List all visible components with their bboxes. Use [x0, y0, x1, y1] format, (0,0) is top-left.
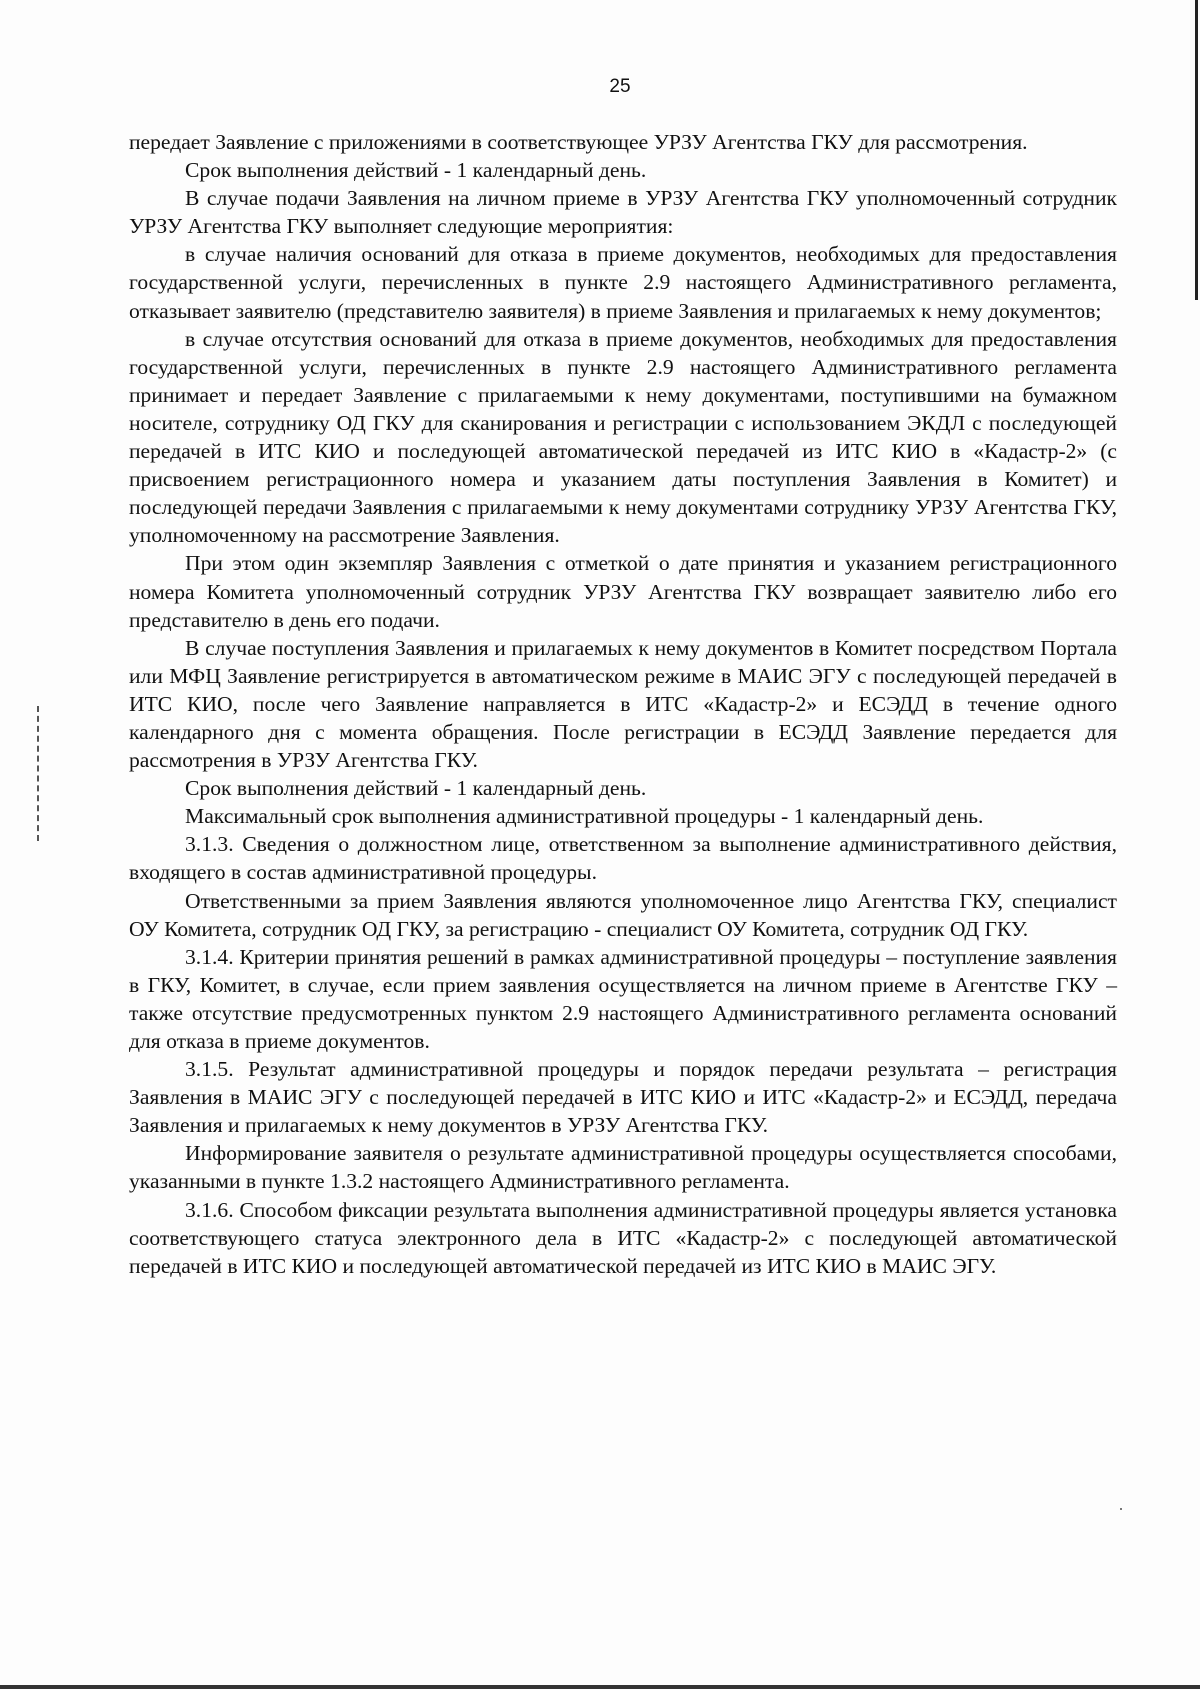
paragraph: 3.1.6. Способом фиксации результата выполнения административной процедуры является установка соответствующего статуса электронного дела в ИТС «Кадастр-2» с последующей автоматической передачей в ИТС КИО и последующей автоматической передачей из ИТС КИО в МАИС ЭГУ. — [129, 1197, 1117, 1278]
paragraph: Срок выполнения действий - 1 календарный день. — [185, 776, 647, 801]
paragraph: Максимальный срок выполнения административной процедуры - 1 календарный день. — [185, 804, 984, 829]
page-number: 25 — [609, 76, 631, 97]
paragraph: В случае подачи Заявления на личном приеме в УРЗУ Агентства ГКУ уполномоченный сотрудник УРЗУ Агентства ГКУ выполняет следующие мероприятия: — [129, 186, 1117, 239]
scan-bottom-edge — [0, 1685, 1200, 1689]
paragraph: Срок выполнения действий - 1 календарный день. — [185, 158, 647, 183]
paragraph: В случае поступления Заявления и прилагаемых к нему документов в Комитет посредством Портала или МФЦ Заявление регистрируется в автоматическом режиме в МАИС ЭГУ с последующей передачей в ИТС КИО, после чего Заявление направляется в ИТС «Кадастр-2» и ЕСЭДД в течение одного календарного дня с момента обращения. После регистрации в ЕСЭДД Заявление передается для рассмотрения в УРЗУ Агентства ГКУ. — [129, 635, 1117, 773]
paragraph: передает Заявление с приложениями в соответствующее УРЗУ Агентства ГКУ для рассмотрения. — [129, 130, 1028, 154]
scan-speck — [1120, 1508, 1122, 1510]
paragraph: Ответственными за прием Заявления являются уполномоченное лицо Агентства ГКУ, специалист ОУ Комитета, сотрудник ОД ГКУ, за регистрацию - специалист ОУ Комитета, сотрудник ОД ГКУ. — [129, 888, 1117, 941]
document-body — [129, 128, 1117, 1280]
paragraph: 3.1.5. Результат административной процедуры и порядок передачи результата – регистрация Заявления в МАИС ЭГУ с последующей передачей в ИТС КИО и ИТС «Кадастр-2» и ЕСЭДД, передача Заявления и прилагаемых к нему документов в УРЗУ Агентства ГКУ. — [129, 1057, 1117, 1138]
paragraph: в случае наличия оснований для отказа в приеме документов, необходимых для предоставления государственной услуги, перечисленных в пункте 2.9 настоящего Административного регламента, отказывает заявителю (представителю заявителя) в приеме Заявления и прилагаемых к нему документов; — [129, 242, 1117, 323]
paragraph: в случае отсутствия оснований для отказа в приеме документов, необходимых для предоставления государственной услуги, перечисленных в пункте 2.9 настоящего Административного регламента принимает и передает Заявление с прилагаемыми к нему документами, поступившими на бумажном носителе, сотруднику ОД ГКУ для сканирования и регистрации с использованием ЭКДЛ с последующей передачей в ИТС КИО и последующей автоматической передачей из ИТС КИО в «Кадастр-2» (с присвоением регистрационного номера и указанием даты поступления Заявления в Комитет) и последующей передачи Заявления с прилагаемыми к нему документами сотруднику УРЗУ Агентства ГКУ, уполномоченному на рассмотрение Заявления. — [129, 326, 1117, 548]
paragraph: Информирование заявителя о результате административной процедуры осуществляется способами, указанными в пункте 1.3.2 настоящего Административного регламента. — [129, 1141, 1117, 1194]
scan-binding-mark — [37, 706, 41, 841]
paragraph: 3.1.3. Сведения о должностном лице, ответственном за выполнение административного действия, входящего в состав административной процедуры. — [129, 832, 1117, 885]
paragraph: 3.1.4. Критерии принятия решений в рамках административной процедуры – поступление заявления в ГКУ, Комитет, в случае, если прием заявления осуществляется на личном приеме в Агентстве ГКУ – также отсутствие предусмотренных пунктом 2.9 настоящего Административного регламента оснований для отказа в приеме документов. — [129, 944, 1117, 1053]
paragraph: При этом один экземпляр Заявления с отметкой о дате принятия и указанием регистрационного номера Комитета уполномоченный сотрудник УРЗУ Агентства ГКУ возвращает заявителю либо его представителю в день его подачи. — [129, 551, 1117, 632]
scan-edge-mark — [1195, 0, 1198, 300]
